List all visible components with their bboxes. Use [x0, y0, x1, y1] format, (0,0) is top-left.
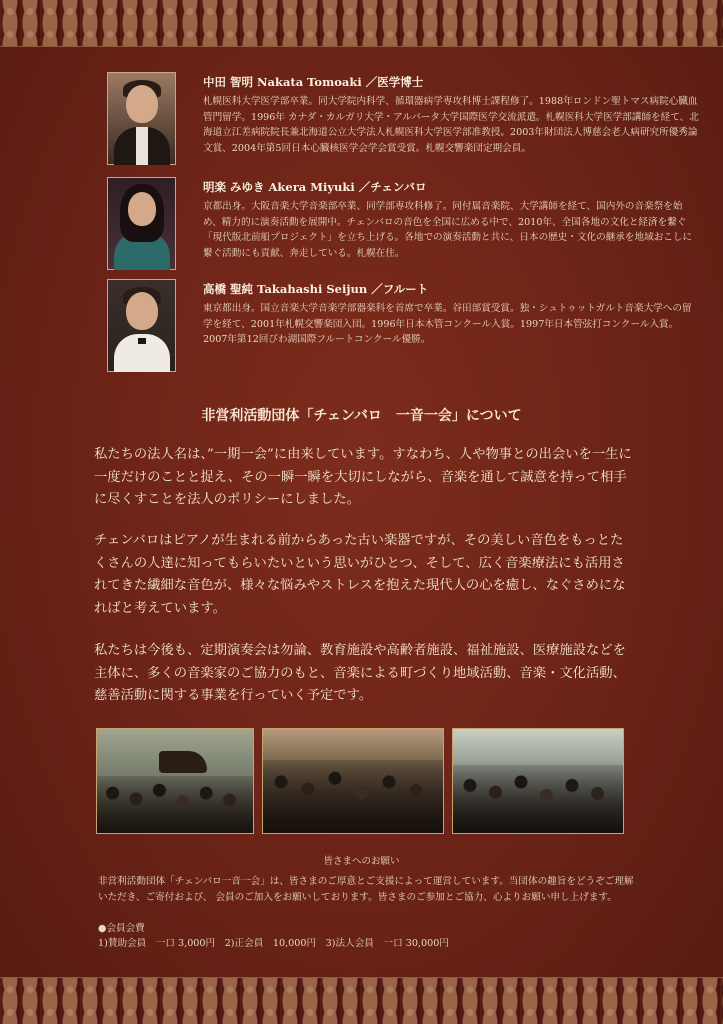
bio-name: 中田 智明 Nakata Tomoaki ／医学博士 — [203, 75, 424, 89]
fees-line: 1)賛助会員 一口 3,000円 2)正会員 10,000円 3)法人会員 一口 30,000円 — [98, 938, 449, 949]
bio-description: 東京都出身。国立音楽大学音楽学部器楽科を首席で卒業。谷田部賞受賞。独・シュトゥットガルト音楽大学への留学を経て、2001年札幌交響楽団入団。1996年日本木管コンクール入賞。1997年日本管弦打コンクール入賞。2007年第12回びわ湖国際フルートコンクール優勝。 — [203, 303, 692, 345]
ornamental-border-top — [0, 0, 723, 47]
notice-body: 非営利活動団体「チェンバロ一音一会」は、皆さまのご厚意とご支援によって運営しています。当団体の趣旨をどうぞご理解いただき、ご寄付および、 会員のご加入をお願いしております。皆さまのご参加とご協力、心よりお願い申し上げます。 — [98, 876, 634, 903]
fees-heading: ●会員会費 — [98, 923, 145, 934]
bio-name: 高橋 聖純 Takahashi Seijun ／フルート — [203, 282, 429, 296]
portrait-photo — [107, 72, 176, 165]
paragraph-chembalo: チェンバロはピアノが生まれる前からあった古い楽器ですが、その美しい音色をもっとたくさんの人達に知ってもらいたいという思いがひとつ、そして、広く音楽療法にも活用されてきた繊細な音色が、様々な悩みやストレスを抱えた現代人の心を癒し、なぐさめになればと考えています。 — [94, 533, 626, 616]
paragraph-future: 私たちは今後も、定期演奏会は勿論、教育施設や高齢者施設、福祉施設、医療施設などを主体に、多くの音楽家のご協力のもと、音楽による町づくり地域活動、音楽・文化活動、慈善活動に関する事業を行っていく予定です。 — [94, 643, 626, 703]
portrait-photo — [107, 177, 176, 270]
notice-title: 皆さまへのお願い — [323, 856, 400, 867]
section-title: 非営利活動団体「チェンバロ 一音一会」について — [201, 408, 522, 424]
bio-description: 札幌医科大学医学部卒業。同大学院内科学、循環器病学専攻科博士課程修了。1988年ロンドン聖トマス病院心臓血管門留学。1996年 カナダ・カルガリ大学・アルバータ大学国際医学交流派遣。札幌医科大学医学部講師を経て、北海道立江差病院院長兼北海道公立大学法人札幌医科大学医学部准教授。2003年財団法人博慈会老人病研究所優秀論文賞、2004年第5回日本心臓核医学会学会賞受賞。札幌交響楽団定期会員。 — [203, 96, 699, 154]
portrait-photo — [107, 279, 176, 372]
bio-description: 京都出身。大阪音楽大学音楽部卒業、同学部専攻科修了。同付属音楽院、大学講師を経て、国内外の音楽祭を始め、精力的に演奏活動を展開中。チェンバロの音色を全国に広める中で、2010年、全国各地の文化と経済を繋ぐ「現代版北前船プロジェクト」を立ち上げる。各地での演奏活動と共に、日本の歴史・文化の継承を地域おこしに繋ぐ活動にも貢献、奔走している。札幌在住。 — [203, 201, 693, 259]
ornamental-border-bottom — [0, 977, 723, 1024]
paragraph-intro: 私たちの法人名は、”一期一会”に由来しています。すなわち、人や物事との出会いを一生に一度だけのことと捉え、その一瞬一瞬を大切にしながら、音楽を通して誠意を持って相手に尽くすことを法人のポリシーにしました。 — [94, 447, 632, 507]
concert-photo-audience — [262, 728, 444, 834]
concert-photo-strip — [96, 728, 624, 834]
concert-photo-reception — [452, 728, 624, 834]
bio-name: 明楽 みゆき Akera Miyuki ／チェンバロ — [203, 180, 427, 194]
concert-photo-hall — [96, 728, 254, 834]
